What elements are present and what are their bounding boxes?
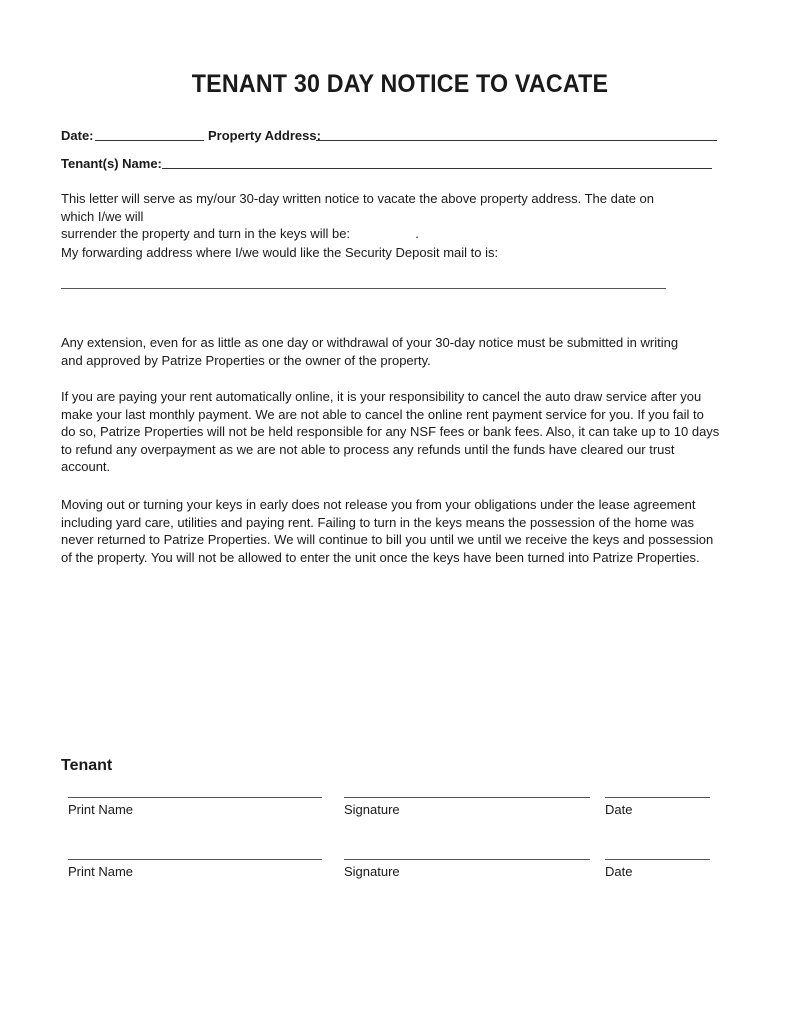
intro-line-2: which I/we will [61,208,144,224]
intro-line-3 [61,225,721,243]
date-label-2: Date [605,864,633,879]
print-name-line-1[interactable] [68,797,322,798]
intro-line-1: This letter will serve as my/our 30-day written notice to vacate the above property address. The date on [61,191,655,206]
print-name-line-2[interactable] [68,859,322,860]
date-line-1[interactable] [605,797,710,798]
property-address-field[interactable] [316,140,717,141]
paragraph-moving-out: Moving out or turning your keys in early does not release you from your obligations under the lease agreement including yard care, utilities and paying rent. Failing to turn in the keys means the possession of the home was never returned to Patrize Properties. We will continue to bill you until we until we receive the keys and possession of the property. You will not be allowed to enter the unit once the keys have been turned into Patrize Properties. [61,497,714,565]
date-field[interactable] [95,140,204,141]
date-label-1: Date [605,802,633,817]
intro-line-4: My forwarding address where I/we would like the Security Deposit mail to is: [61,244,499,260]
property-address-label: Property Address: [208,128,321,143]
paragraph-extension: Any extension, even for as little as one day or withdrawal of your 30-day notice must be submitted in writing and approved by Patrize Properties or the owner of the property. [61,335,679,368]
intro-text [61,190,721,261]
signature-label-1: Signature [344,802,400,817]
forwarding-address-field[interactable] [61,288,666,289]
paragraph-online-rent: If you are paying your rent automatically online, it is your responsibility to cancel the auto draw service after you make your last monthly payment. We are not able to cancel the online rent payment service for you. If you fail to do so, Patrize Properties will not be held responsible for any NSF fees or bank fees. Also, it can take up to 10 days to refund any overpayment as we are not able to process any refunds until the funds have cleared our trust account. [61,389,720,475]
surrender-date-label: surrender the property and turn in the keys will be: [61,226,351,242]
print-name-label-1: Print Name [68,802,134,817]
date-label: Date: [61,128,94,143]
date-line-2[interactable] [605,859,710,860]
print-name-label-2: Print Name [68,864,134,879]
signature-line-2[interactable] [344,859,590,860]
tenants-name-label: Tenant(s) Name: [61,156,162,171]
document-title: TENANT 30 DAY NOTICE TO VACATE [191,70,609,98]
surrender-date-period: . [415,226,419,242]
tenant-heading: Tenant [61,757,113,774]
tenants-name-field[interactable] [162,168,712,169]
signature-label-2: Signature [344,864,400,879]
signature-line-1[interactable] [344,797,590,798]
